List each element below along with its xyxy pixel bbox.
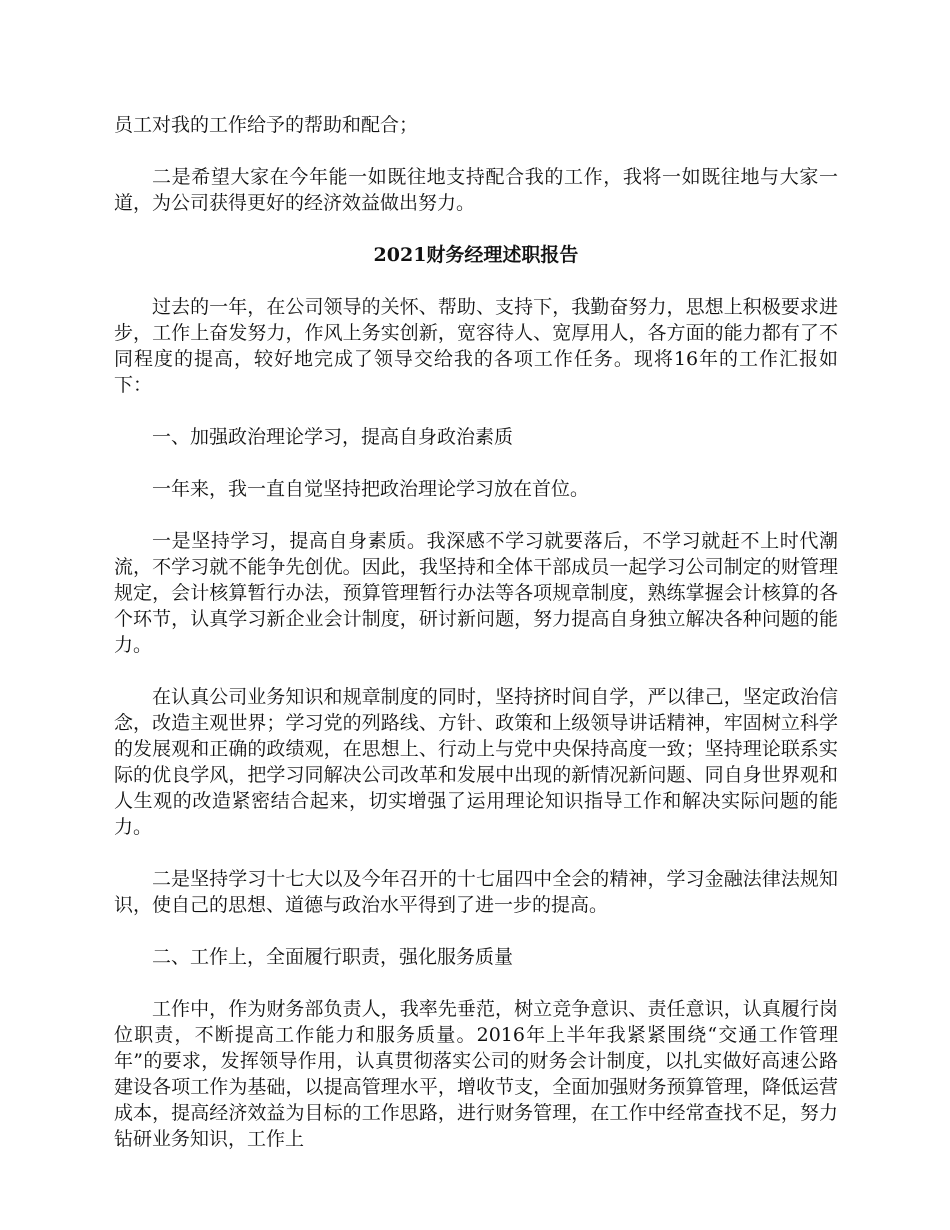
paragraph-work-details: 工作中，作为财务部负责人，我率先垂范，树立竞争意识、责任意识，认真履行岗位职责，不断提高工作能力和服务质量。2016年上半年我紧紧围绕“交通工作管理年”的要求，发挥领导作用，认真贯彻落实公司的财务会计制度，以扎实做好高速公路建设各项工作为基础，以提高管理水平，增收节支，全面加强财务预算管理，降低运营成本，提高经济效益为目标的工作思路，进行财务管理，在工作中经常查找不足，努力钻研业务知识，工作上 <box>114 998 838 1150</box>
paragraph-intro-continuation: 员工对我的工作给予的帮助和配合； <box>114 114 419 136</box>
document-page <box>114 112 838 1178</box>
report-title: 2021财务经理述职报告 <box>373 244 579 266</box>
paragraph-self-study: 在认真公司业务知识和规章制度的同时，坚持挤时间自学，严以律己，坚定政治信念，改造主观世界；学习党的列路线、方针、政策和上级领导讲话精神，牢固树立科学的发展观和正确的政绩观，在思想上、行动上与党中央保持高度一致；坚持理论联系实际的优良学风，把学习同解决公司改革和发展中出现的新情况新问题、同自身世界观和人生观的改造紧密结合起来，切实增强了运用理论知识指导工作和解决实际问题的能力。 <box>114 686 838 838</box>
section-heading-political-study: 一、加强政治理论学习，提高自身政治素质 <box>152 426 514 448</box>
paragraph-study-priority: 一年来，我一直自觉坚持把政治理论学习放在首位。 <box>152 478 590 500</box>
paragraph-congress-study: 二是坚持学习十七大以及今年召开的十七届四中全会的精神，学习金融法律法规知识，使自己的思想、道德与政治水平得到了进一步的提高。 <box>114 868 838 916</box>
paragraph-opening: 过去的一年，在公司领导的关怀、帮助、支持下，我勤奋努力，思想上积极要求进步，工作上奋发努力，作风上务实创新，宽容待人、宽厚用人，各方面的能力都有了不同程度的提高，较好地完成了领导交给我的各项工作任务。现将16年的工作汇报如下： <box>114 296 838 396</box>
section-heading-work-duties: 二、工作上，全面履行职责，强化服务质量 <box>152 946 514 968</box>
paragraph-continuous-learning: 一是坚持学习，提高自身素质。我深感不学习就要落后，不学习就赶不上时代潮流，不学习就不能争先创优。因此，我坚持和全体干部成员一起学习公司制定的财管理规定，会计核算暂行办法，预算管理暂行办法等各项规章制度，熟练掌握会计核算的各个环节，认真学习新企业会计制度，研讨新问题，努力提高自身独立解决各种问题的能力。 <box>114 530 838 656</box>
paragraph-intro-hope: 二是希望大家在今年能一如既往地支持配合我的工作，我将一如既往地与大家一道，为公司获得更好的经济效益做出努力。 <box>114 166 838 214</box>
